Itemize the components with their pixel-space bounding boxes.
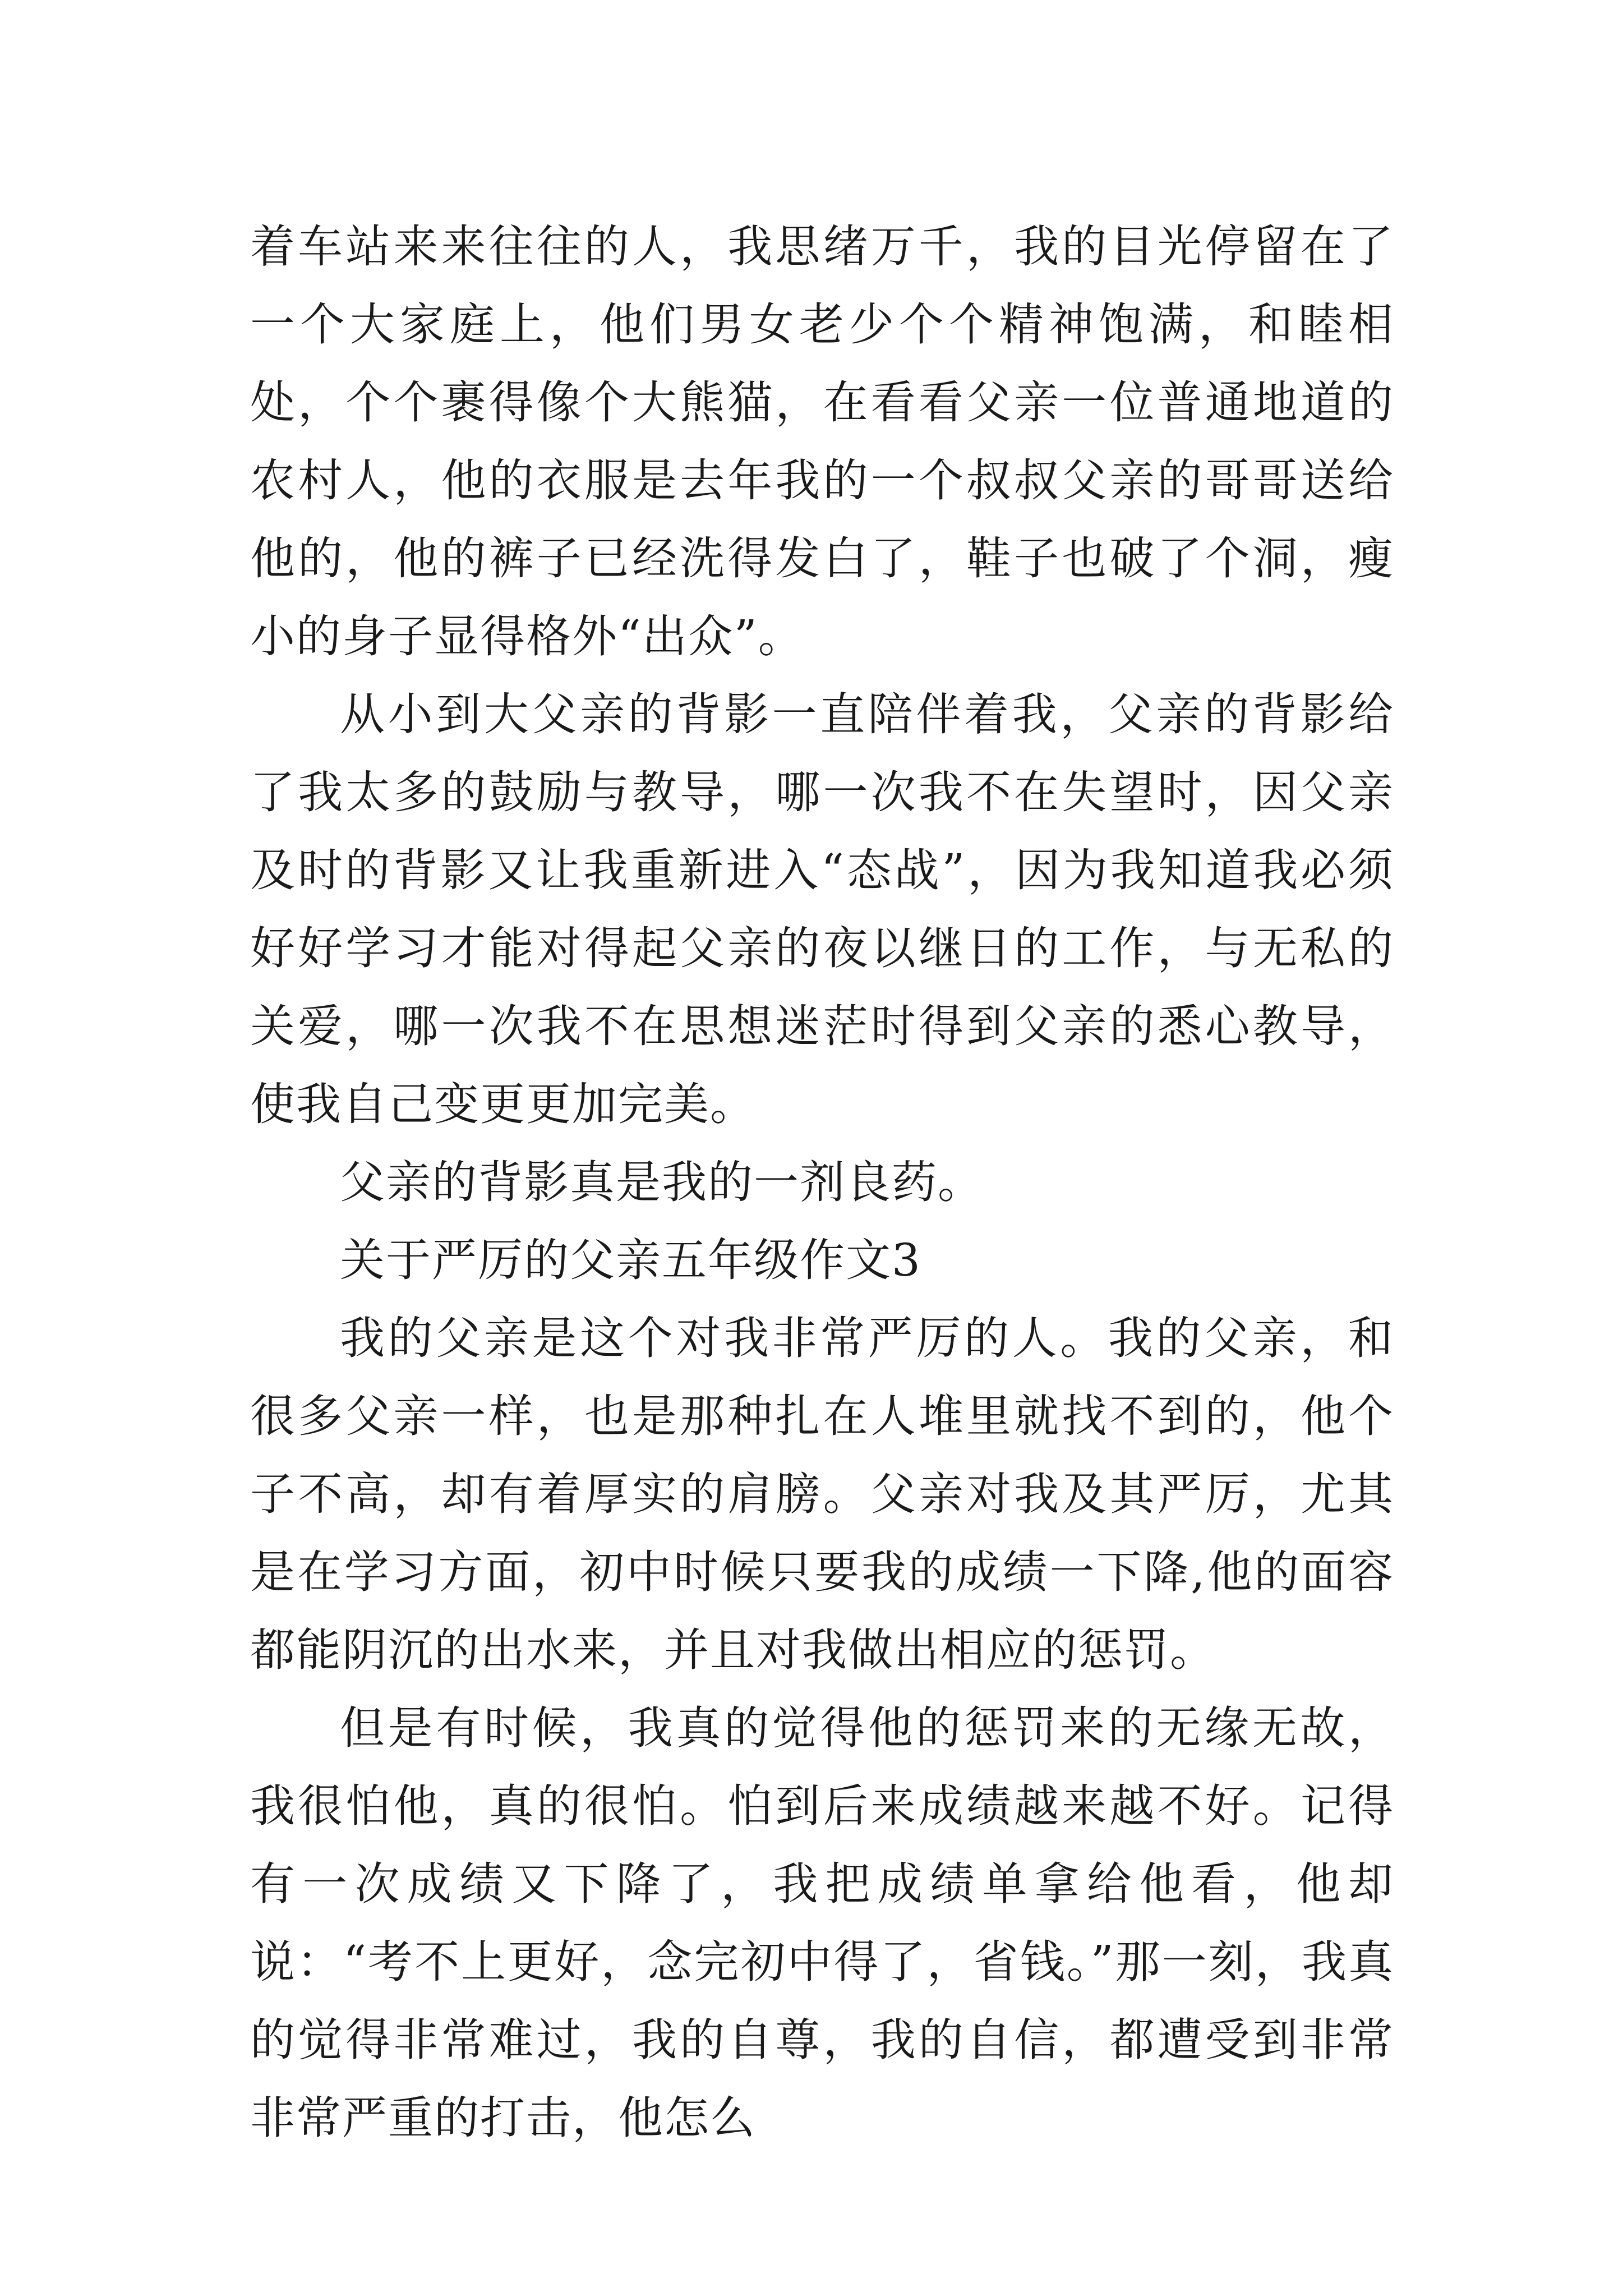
paragraph-3: 父亲的背影真是我的一剂良药。 — [340, 1156, 984, 1208]
paragraph-4: 我的父亲是这个对我非常严厉的人。我的父亲，和很多父亲一样，也是那种扎在人堆里就找不到的，他个子不高，却有着厚实的肩膀。父亲对我及其严厉，尤其是在学习方面，初中时候只要我的成绩一下降,他的面容都能阴沉的出水来，并且对我做出相应的惩罚。 — [250, 1312, 1394, 1676]
section-heading: 关于严厉的父亲五年级作文3 — [340, 1234, 921, 1286]
paragraph-5: 但是有时候，我真的觉得他的惩罚来的无缘无故，我很怕他，真的很怕。怕到后来成绩越来越不好。记得有一次成绩又下降了，我把成绩单拿给他看，他却说：“考不上更好，念完初中得了，省钱。”那一刻，我真的觉得非常难过，我的自尊，我的自信，都遭受到非常非常严重的打击，他怎么 — [250, 1702, 1394, 2144]
paragraph-2: 从小到大父亲的背影一直陪伴着我，父亲的背影给了我太多的鼓励与教导，哪一次我不在失望时，因父亲及时的背影又让我重新进入“态战”，因为我知道我必须好好学习才能对得起父亲的夜以继日的工作，与无私的关爱，哪一次我不在思想迷茫时得到父亲的悉心教导，使我自己变更更加完美。 — [250, 688, 1394, 1130]
paragraph-1: 着车站来来往往的人，我思绪万千，我的目光停留在了一个大家庭上，他们男女老少个个精神饱满，和睦相处，个个裹得像个大熊猫，在看看父亲一位普通地道的农村人，他的衣服是去年我的一个叔叔父亲的哥哥送给他的，他的裤子已经洗得发白了，鞋子也破了个洞，瘦小的身子显得格外“出众”。 — [250, 220, 1394, 662]
article-body — [250, 208, 1394, 2157]
